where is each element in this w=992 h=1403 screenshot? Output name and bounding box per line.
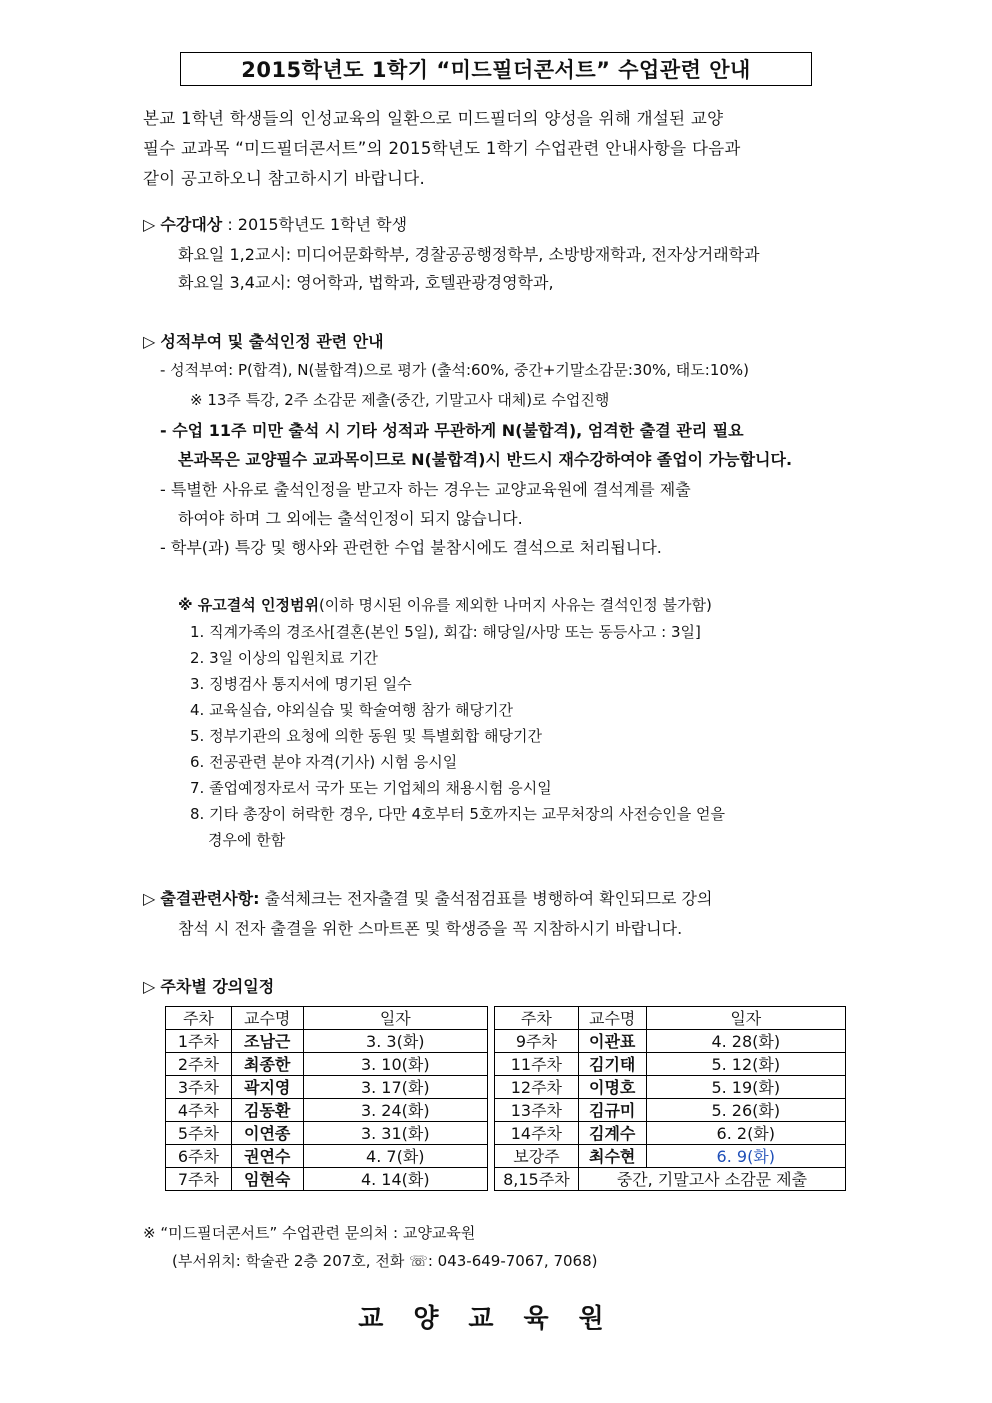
professor-cell: 김동환 bbox=[231, 1099, 303, 1122]
week-cell: 13주차 bbox=[494, 1099, 578, 1122]
table-row bbox=[166, 1099, 846, 1122]
triangle-marker-icon: ▷ bbox=[143, 215, 156, 234]
week-cell: 8,15주차 bbox=[494, 1168, 578, 1191]
week-cell: 14주차 bbox=[494, 1122, 578, 1145]
professor-cell: 최수현 bbox=[578, 1145, 646, 1168]
table-row bbox=[166, 1122, 846, 1145]
grading-warning-line: - 수업 11주 미만 출석 시 기타 성적과 무관하게 N(불합격), 엄격한 출결 관리 필요 bbox=[160, 421, 744, 440]
table-gap bbox=[488, 1053, 495, 1076]
contact-line: ※ “미드필더콘서트” 수업관련 문의처 : 교양교육원 bbox=[143, 1224, 476, 1242]
professor-cell: 이연종 bbox=[231, 1122, 303, 1145]
professor-cell: 김기태 bbox=[578, 1053, 646, 1076]
attendance-line: 참석 시 전자 출결을 위한 스마트폰 및 학생증을 꼭 지참하시기 바랍니다. bbox=[178, 919, 683, 938]
professor-cell: 이관표 bbox=[578, 1030, 646, 1053]
table-row bbox=[166, 1030, 846, 1053]
attendance-section: ▷ 출결관련사항: 출석체크는 전자출결 및 출석점검표를 병행하여 확인되므로 강의 bbox=[143, 889, 713, 908]
table-header: 교수명 bbox=[578, 1007, 646, 1030]
table-header-row bbox=[166, 1007, 846, 1030]
table-header: 교수명 bbox=[231, 1007, 303, 1030]
week-cell: 9주차 bbox=[494, 1030, 578, 1053]
grading-warning-line: 본과목은 교양필수 교과목이므로 N(불합격)시 반드시 재수강하여야 졸업이 가능합니다. bbox=[178, 450, 793, 469]
triangle-marker-icon: ▷ bbox=[143, 332, 156, 351]
schedule-heading: ▷ 주차별 강의일정 bbox=[143, 977, 275, 996]
intro-line: 필수 교과목 “미드필더콘서트”의 2015학년도 1학기 수업관련 안내사항을 다음과 bbox=[143, 139, 741, 158]
table-header: 일자 bbox=[646, 1007, 845, 1030]
professor-cell: 조남근 bbox=[231, 1030, 303, 1053]
date-cell: 3. 17(화) bbox=[303, 1076, 487, 1099]
excused-item: 8. 기타 총장이 허락한 경우, 다만 4호부터 5호까지는 교무처장의 사전승인을 얻을 bbox=[190, 805, 726, 823]
intro-line: 본교 1학년 학생들의 인성교육의 일환으로 미드필더의 양성을 위해 개설된 교양 bbox=[143, 109, 724, 128]
week-cell: 11주차 bbox=[494, 1053, 578, 1076]
table-gap bbox=[488, 1076, 495, 1099]
contact-location: (부서위치: 학술관 2층 207호, 전화 ☏: 043-649-7067, 7068) bbox=[172, 1252, 598, 1270]
professor-cell: 이명호 bbox=[578, 1076, 646, 1099]
excused-item: 6. 전공관련 분야 자격(기사) 시험 응시일 bbox=[190, 753, 458, 771]
date-cell: 3. 10(화) bbox=[303, 1053, 487, 1076]
professor-cell: 곽지영 bbox=[231, 1076, 303, 1099]
table-header: 주차 bbox=[494, 1007, 578, 1030]
table-gap bbox=[488, 1030, 495, 1053]
excused-item-cont: 경우에 한함 bbox=[208, 831, 286, 849]
excused-item: 4. 교육실습, 야외실습 및 학술여행 참가 해당기간 bbox=[190, 701, 513, 719]
week-cell: 5주차 bbox=[166, 1122, 232, 1145]
exam-note-cell: 중간, 기말고사 소감문 제출 bbox=[578, 1168, 845, 1191]
grading-section-heading: ▷ 성적부여 및 출석인정 관련 안내 bbox=[143, 332, 384, 351]
week-cell: 12주차 bbox=[494, 1076, 578, 1099]
date-cell: 3. 24(화) bbox=[303, 1099, 487, 1122]
date-cell: 4. 28(화) bbox=[646, 1030, 845, 1053]
target-line-1: 화요일 1,2교시: 미디어문화학부, 경찰공공행정학부, 소방방재학과, 전자상거래학과 bbox=[178, 245, 760, 264]
week-cell: 4주차 bbox=[166, 1099, 232, 1122]
table-gap bbox=[488, 1007, 495, 1030]
target-line-2: 화요일 3,4교시: 영어학과, 법학과, 호텔관광경영학과, bbox=[178, 273, 554, 292]
table-gap bbox=[488, 1145, 495, 1168]
professor-cell: 김규미 bbox=[578, 1099, 646, 1122]
week-cell: 3주차 bbox=[166, 1076, 232, 1099]
excused-item: 2. 3일 이상의 입원치료 기간 bbox=[190, 649, 378, 667]
excused-item: 5. 정부기관의 요청에 의한 동원 및 특별회합 해당기간 bbox=[190, 727, 542, 745]
professor-cell: 최종한 bbox=[231, 1053, 303, 1076]
triangle-marker-icon: ▷ bbox=[143, 977, 156, 996]
table-row bbox=[166, 1053, 846, 1076]
table-header: 일자 bbox=[303, 1007, 487, 1030]
date-cell: 5. 12(화) bbox=[646, 1053, 845, 1076]
date-cell: 6. 2(화) bbox=[646, 1122, 845, 1145]
week-cell: 7주차 bbox=[166, 1168, 232, 1191]
date-cell: 3. 31(화) bbox=[303, 1122, 487, 1145]
table-gap bbox=[488, 1099, 495, 1122]
date-cell: 4. 7(화) bbox=[303, 1145, 487, 1168]
schedule-table bbox=[165, 1006, 846, 1191]
week-cell: 1주차 bbox=[166, 1030, 232, 1053]
table-gap bbox=[488, 1122, 495, 1145]
date-cell: 5. 19(화) bbox=[646, 1076, 845, 1099]
target-section-heading: ▷ 수강대상 : 2015학년도 1학년 학생 bbox=[143, 215, 408, 234]
intro-paragraph bbox=[143, 104, 858, 194]
table-row bbox=[166, 1168, 846, 1191]
grading-line: - 학부(과) 특강 및 행사와 관련한 수업 불참시에도 결석으로 처리됩니다. bbox=[160, 538, 662, 557]
professor-cell: 권연수 bbox=[231, 1145, 303, 1168]
triangle-marker-icon: ▷ bbox=[143, 889, 156, 908]
date-cell: 5. 26(화) bbox=[646, 1099, 845, 1122]
week-cell: 6주차 bbox=[166, 1145, 232, 1168]
table-header: 주차 bbox=[166, 1007, 232, 1030]
grading-line: 하여야 하며 그 외에는 출석인정이 되지 않습니다. bbox=[178, 509, 523, 528]
table-row bbox=[166, 1145, 846, 1168]
date-cell-highlight: 6. 9(화) bbox=[646, 1145, 845, 1168]
date-cell: 3. 3(화) bbox=[303, 1030, 487, 1053]
issuer-name: 교양교육원 bbox=[358, 1304, 634, 1334]
date-cell: 4. 14(화) bbox=[303, 1168, 487, 1191]
excused-item: 7. 졸업예정자로서 국가 또는 기업체의 채용시험 응시일 bbox=[190, 779, 552, 797]
professor-cell: 임현숙 bbox=[231, 1168, 303, 1191]
excused-heading: ※ 유고결석 인정범위(이하 명시된 이유를 제외한 나머지 사유는 결석인정 불가함) bbox=[178, 596, 712, 614]
professor-cell: 김계수 bbox=[578, 1122, 646, 1145]
table-gap bbox=[488, 1168, 495, 1191]
grading-line: - 특별한 사유로 출석인정을 받고자 하는 경우는 교양교육원에 결석계를 제출 bbox=[160, 480, 691, 499]
week-cell: 보강주 bbox=[494, 1145, 578, 1168]
excused-item: 3. 징병검사 통지서에 명기된 일수 bbox=[190, 675, 412, 693]
week-cell: 2주차 bbox=[166, 1053, 232, 1076]
table-row bbox=[166, 1076, 846, 1099]
grading-note: ※ 13주 특강, 2주 소감문 제출(중간, 기말고사 대체)로 수업진행 bbox=[190, 391, 610, 409]
page-title: 2015학년도 1학기 “미드필더콘서트” 수업관련 안내 bbox=[180, 52, 812, 86]
grading-line: - 성적부여: P(합격), N(불합격)으로 평가 (출석:60%, 중간+기말소감문:30%, 태도:10%) bbox=[160, 361, 750, 379]
intro-line: 같이 공고하오니 참고하시기 바랍니다. bbox=[143, 169, 426, 188]
excused-item: 1. 직계가족의 경조사[결혼(본인 5일), 회갑: 해당일/사망 또는 동등사고 : 3일] bbox=[190, 623, 701, 641]
